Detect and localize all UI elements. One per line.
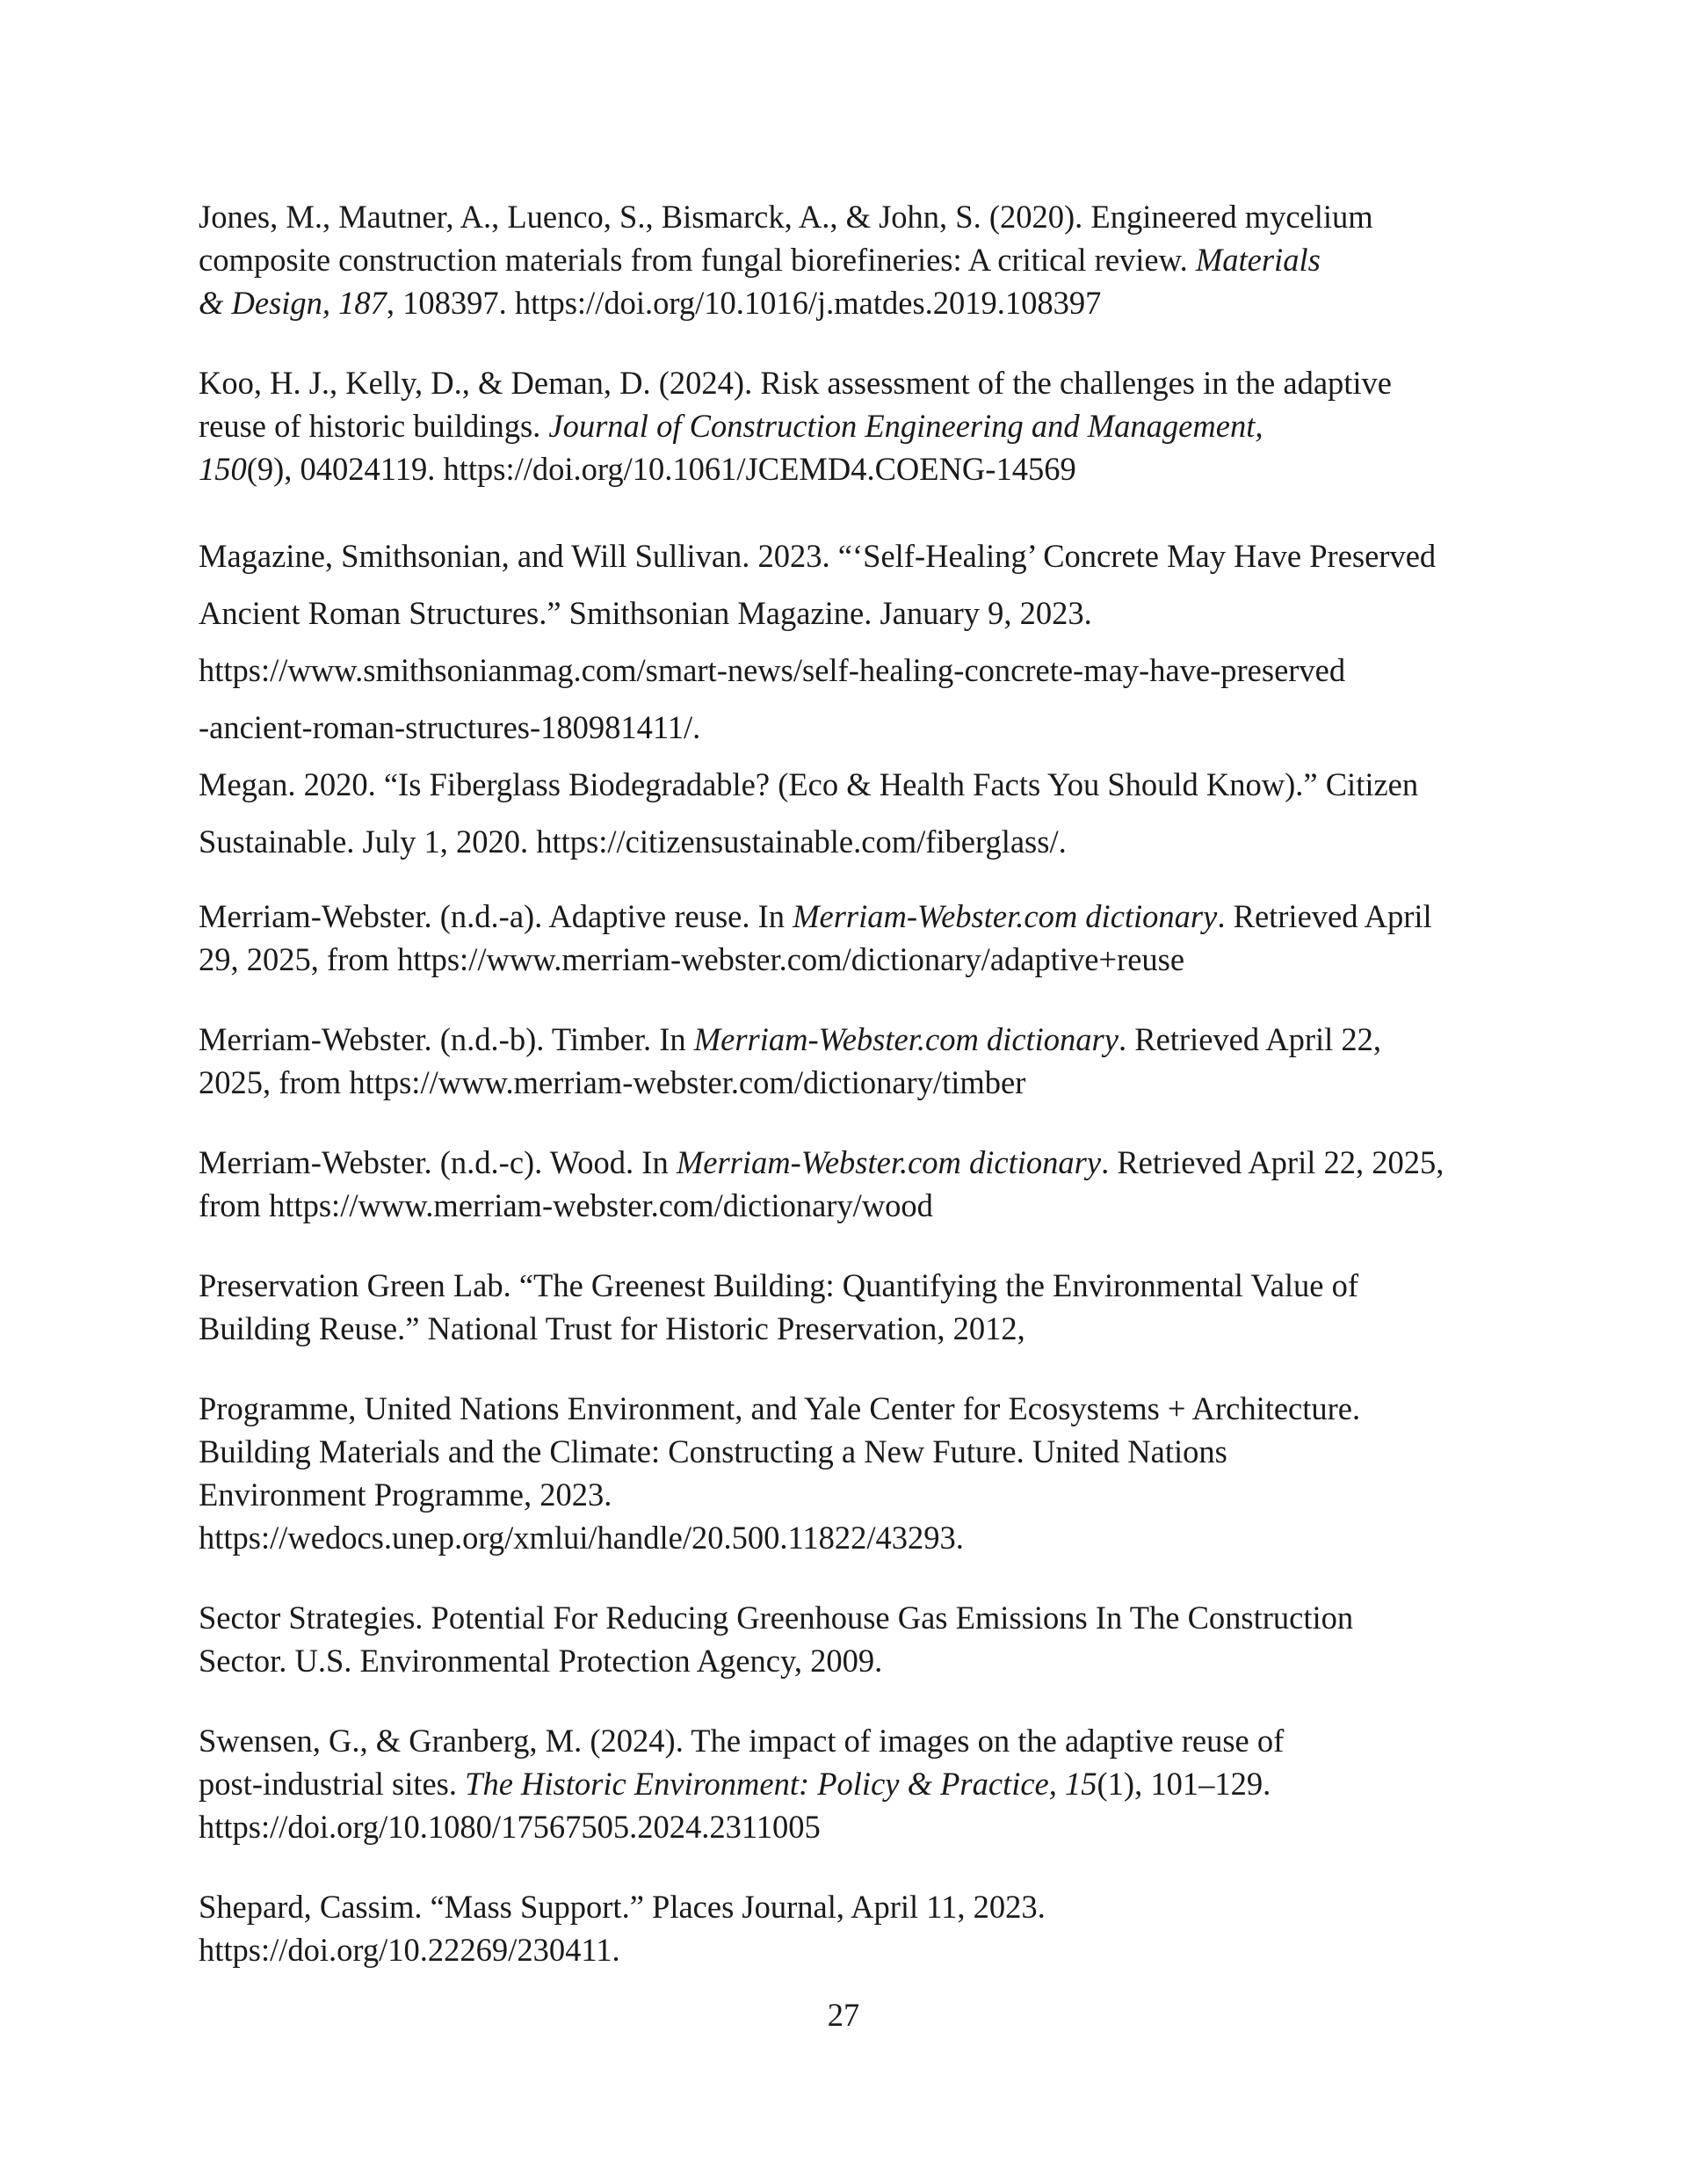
reference-line [199,699,1499,756]
reference-entry [199,1141,1499,1227]
reference-line [199,447,1499,490]
reference-list [199,195,1499,2008]
reference-text: . Retrieved April 22, [1118,1021,1382,1057]
reference-line [199,642,1499,699]
reference-line [199,361,1499,404]
reference-text: 29, 2025, from https://www.merriam-webster.com/dictionary/adaptive+reuse [199,941,1185,977]
reference-text: (9), 04024119. https://doi.org/10.1061/JCEMD4.COENG-14569 [246,451,1076,487]
reference-text: . Retrieved April [1217,898,1432,934]
reference-line [199,1061,1499,1104]
reference-italic-text: Merriam-Webster.com dictionary [793,898,1218,934]
reference-line [199,1264,1499,1307]
reference-text: (1), 101–129. [1097,1766,1271,1802]
reference-entry [199,527,1499,756]
reference-line [199,938,1499,981]
reference-line [199,527,1499,584]
reference-line [199,1719,1499,1762]
reference-text: Ancient Roman Structures.” Smithsonian Magazine. January 9, 2023. [199,595,1092,631]
reference-text: Sustainable. July 1, 2020. https://citizensustainable.com/fiberglass/. [199,824,1067,860]
reference-text: reuse of historic buildings. [199,408,549,444]
reference-line [199,1307,1499,1350]
reference-text: composite construction materials from fungal biorefineries: A critical review. [199,242,1196,278]
reference-line [199,1762,1499,1805]
reference-line [199,404,1499,447]
reference-entry [199,1264,1499,1350]
reference-line [199,895,1499,938]
reference-line [199,1516,1499,1559]
reference-text: Shepard, Cassim. “Mass Support.” Places Journal, April 11, 2023. [199,1889,1046,1925]
reference-entry [199,1596,1499,1682]
reference-italic-text: 150 [199,451,247,487]
reference-italic-text: Materials [1195,242,1321,278]
reference-line [199,1430,1499,1473]
reference-line [199,1596,1499,1639]
reference-italic-text: The Historic Environment: Policy & Practice, 15 [465,1766,1097,1802]
reference-line [199,1639,1499,1682]
reference-text: 2025, from https://www.merriam-webster.com/dictionary/timber [199,1064,1026,1100]
reference-line [199,195,1499,238]
reference-text: Koo, H. J., Kelly, D., & Deman, D. (2024). Risk assessment of the challenges in the adaptive [199,365,1393,401]
reference-text: from https://www.merriam-webster.com/dictionary/wood [199,1187,933,1223]
reference-text: Swensen, G., & Granberg, M. (2024). The impact of images on the adaptive reuse of [199,1723,1285,1759]
reference-text: , 108397. https://doi.org/10.1016/j.matdes.2019.108397 [386,285,1102,321]
reference-line [199,584,1499,642]
reference-entry [199,1885,1499,1971]
reference-entry [199,1719,1499,1848]
reference-text: Preservation Green Lab. “The Greenest Building: Quantifying the Environmental Value of [199,1267,1359,1303]
reference-text: Building Reuse.” National Trust for Historic Preservation, 2012, [199,1310,1025,1346]
reference-text: post-industrial sites. [199,1766,466,1802]
reference-text: Environment Programme, 2023. [199,1477,612,1513]
reference-entry [199,756,1499,870]
reference-line [199,1885,1499,1928]
reference-entry [199,1018,1499,1104]
reference-line [199,281,1499,324]
reference-text: https://doi.org/10.22269/230411. [199,1932,620,1968]
reference-italic-text: Journal of Construction Engineering and Management, [548,408,1263,444]
reference-text: Building Materials and the Climate: Constructing a New Future. United Nations [199,1433,1227,1469]
reference-line [199,238,1499,281]
reference-text: Magazine, Smithsonian, and Will Sullivan. 2023. “‘Self-Healing’ Concrete May Have Preserved [199,538,1437,574]
page-number: 27 [827,1997,860,2033]
reference-text: -ancient-roman-structures-180981411/. [199,709,701,745]
reference-line [199,756,1499,813]
reference-entry [199,1387,1499,1559]
reference-text: Merriam-Webster. (n.d.-a). Adaptive reuse. In [199,898,793,934]
reference-text: Programme, United Nations Environment, and Yale Center for Ecosystems + Architecture. [199,1390,1361,1426]
reference-text: Sector. U.S. Environmental Protection Agency, 2009. [199,1643,883,1679]
reference-italic-text: Merriam-Webster.com dictionary [693,1021,1119,1057]
reference-text: Jones, M., Mautner, A., Luenco, S., Bismarck, A., & John, S. (2020). Engineered mycelium [199,199,1373,235]
reference-text: Megan. 2020. “Is Fiberglass Biodegradable? (Eco & Health Facts You Should Know).” Citizen [199,766,1419,802]
reference-text: https://www.smithsonianmag.com/smart-news/self-healing-concrete-may-have-preserved [199,652,1346,688]
reference-line [199,1387,1499,1430]
reference-text: https://doi.org/10.1080/17567505.2024.2311005 [199,1809,821,1845]
reference-text: Sector Strategies. Potential For Reducing Greenhouse Gas Emissions In The Construction [199,1600,1354,1636]
reference-entry [199,361,1499,490]
reference-text: . Retrieved April 22, 2025, [1101,1144,1444,1180]
reference-text: https://wedocs.unep.org/xmlui/handle/20.500.11822/43293. [199,1520,964,1556]
reference-entry [199,195,1499,324]
reference-line [199,1141,1499,1184]
reference-line [199,1184,1499,1227]
reference-line [199,1473,1499,1516]
reference-text: Merriam-Webster. (n.d.-b). Timber. In [199,1021,694,1057]
reference-italic-text: Merriam-Webster.com dictionary [676,1144,1102,1180]
reference-italic-text: & Design, 187 [199,285,387,321]
reference-line [199,813,1499,870]
reference-line [199,1928,1499,1971]
reference-line [199,1018,1499,1061]
reference-entry [199,895,1499,981]
reference-text: Merriam-Webster. (n.d.-c). Wood. In [199,1144,677,1180]
reference-line [199,1805,1499,1848]
